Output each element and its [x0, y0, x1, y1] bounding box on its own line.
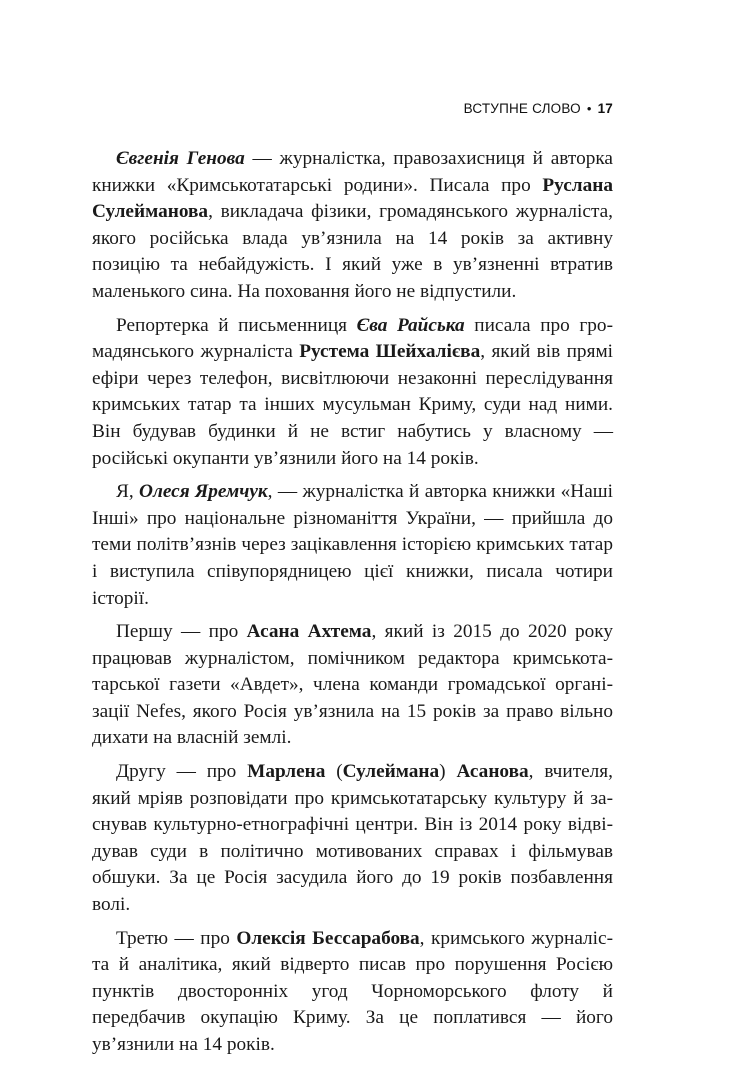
subject-name: Рустема Шейхалієва [299, 341, 481, 363]
text-run: , кримського журналіста й аналітика, який відверто писав про порушення Росією пунктів двосторонніх угод Чорноморського флоту й передбачив окупацію Криму. За це поплатився — його ув’язнили на 14 років. [92, 927, 614, 1055]
body-text [92, 146, 613, 1066]
text-run: ) [439, 761, 457, 783]
text-run: Я, [116, 481, 140, 503]
subject-name: Марлена [247, 761, 326, 783]
text-run: , — журналістка й авторка книжки «Наші Інші» про національне різноманіття України, — прийшла до теми політв’язнів через зацікавлення історією кримських татар і виступила співупорядницею цієї книжки, писала чотири історії. [92, 481, 613, 609]
subject-name: Руслана Сулейманова [92, 174, 613, 223]
text-run: Репортерка й письменниця [116, 314, 357, 336]
running-head [464, 101, 613, 116]
author-name: Єва Райська [356, 314, 465, 336]
author-name: Олеся Яремчук [139, 481, 268, 503]
text-run: Другу — про [116, 761, 248, 783]
page-number: 17 [597, 101, 613, 116]
section-title: ВСТУПНЕ СЛОВО [463, 101, 581, 116]
paragraph [92, 313, 613, 473]
text-run: , вчителя, який мріяв розповідати про кримськотатарську культуру й заснував культурно-етнографічні центри. Він із 2014 року відвідував суди в політично мотивованих справах і фільмував обшуки. За це Росія засудила його до 19 років позбавлення волі. [92, 761, 613, 916]
paragraph [92, 619, 613, 752]
text-run: Першу — про [116, 621, 247, 643]
subject-name: Асанова [456, 761, 529, 783]
paragraph [92, 479, 613, 612]
paragraph [92, 759, 613, 919]
text-run: , який вів прямі ефіри через телефон, висвітлюючи незаконні переслідування кримських татар та інших мусульман Криму, суди над ними. Він будував будинки й не встиг набутись у власному — російські окупанти ув’язнили його на 14 років. [92, 341, 613, 469]
text-run: Третю — про [116, 927, 237, 949]
subject-name: Олексія Бессарабова [236, 927, 420, 949]
bullet-separator: • [586, 101, 592, 116]
text-run: ( [325, 761, 343, 783]
author-name: Євгенія Генова [116, 148, 245, 169]
paragraph [92, 146, 613, 306]
text-run: писала про громадянського журналіста [92, 314, 613, 363]
text-run: — журналістка, правозахисниця й авторка книжки «Кримськотатарські родини». Писала про [92, 148, 613, 196]
subject-name: Сулеймана [342, 761, 440, 783]
text-run: , який із 2015 до 2020 року працював журналістом, помічником редактора кримськотатарської газети «Авдет», члена команди громадської організації Nefes, якого Росія ув’язнила на 15 років за право вільно дихати на власній землі. [92, 621, 614, 749]
subject-name: Асана Ахтема [246, 621, 372, 643]
paragraph [92, 926, 613, 1059]
text-run: , викладача фізики, громадянського журналіста, якого російська влада ув’язнила на 14 років за активну позицію та небайдужість. І який уже в ув’язненні втратив маленького сина. На поховання його не відпустили. [92, 201, 613, 302]
